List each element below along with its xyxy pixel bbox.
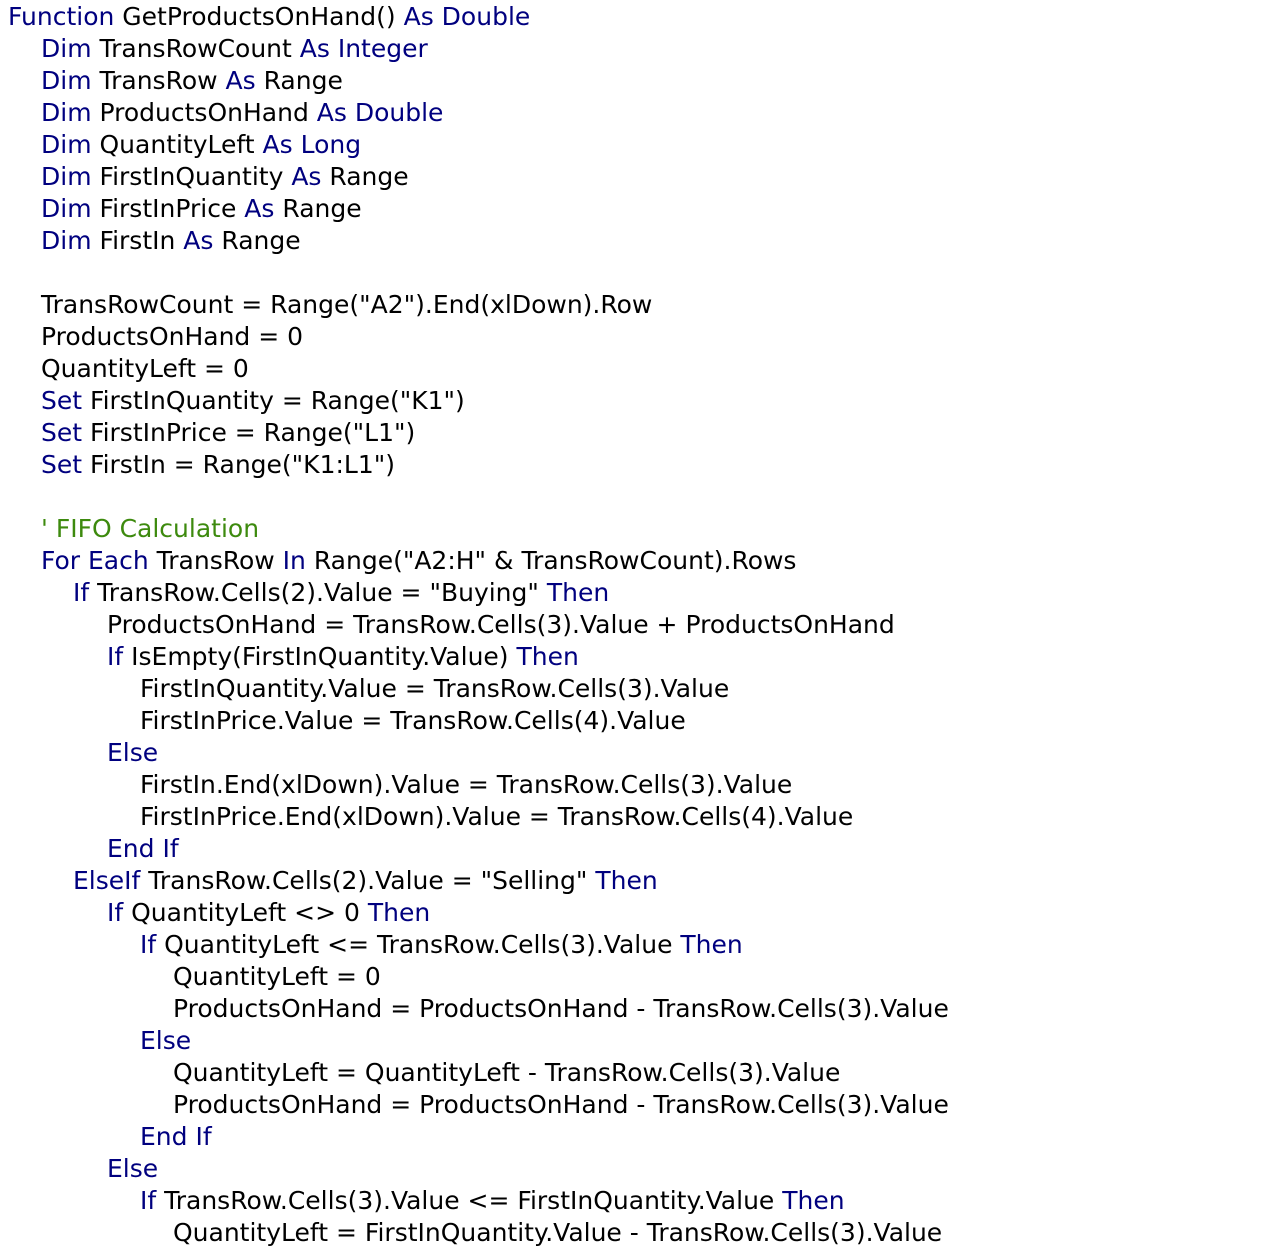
code-line [8,704,1280,736]
code-text: IsEmpty(FirstInQuantity.Value) [123,642,517,671]
code-text: Range [213,226,301,255]
code-text: QuantityLeft = QuantityLeft - TransRow.Cells(3).Value [173,1058,841,1087]
code-text: ProductsOnHand = 0 [41,322,304,351]
code-text: QuantityLeft = 0 [173,962,381,991]
code-keyword: Then [516,642,579,671]
code-line [8,1120,1280,1152]
code-text: FirstInQuantity.Value = TransRow.Cells(3).Value [140,674,730,703]
code-text: FirstInPrice.Value = TransRow.Cells(4).Value [140,706,686,735]
code-line [8,672,1280,704]
code-text: Range [321,162,409,191]
code-text: FirstInPrice [91,194,245,223]
code-editor[interactable] [8,0,1280,1256]
code-keyword: ElseIf [73,866,141,895]
code-line [8,640,1280,672]
code-line [8,160,1280,192]
code-line [8,1088,1280,1120]
code-text: ProductsOnHand = ProductsOnHand - TransRow.Cells(3).Value [173,1090,949,1119]
code-line [8,192,1280,224]
code-text: ProductsOnHand [91,98,317,127]
code-keyword: Dim [41,98,92,127]
code-line [8,128,1280,160]
code-line [8,320,1280,352]
code-text: Range [274,194,362,223]
code-keyword: Function [8,2,115,31]
code-line [8,384,1280,416]
code-keyword: If [73,578,90,607]
code-text: QuantityLeft = 0 [41,354,249,383]
code-keyword: Then [367,898,431,927]
code-text: TransRow [148,546,283,575]
code-keyword: As [225,66,256,95]
code-line [8,928,1280,960]
code-keyword: If [107,642,124,671]
code-line [8,1216,1280,1248]
code-line [8,224,1280,256]
code-line [8,800,1280,832]
code-keyword: As [244,194,275,223]
code-keyword: Then [680,930,743,959]
code-keyword: End If [107,834,179,863]
code-text: ProductsOnHand = TransRow.Cells(3).Value + ProductsOnHand [107,610,895,639]
code-line [8,416,1280,448]
code-keyword: If [140,1186,157,1215]
code-keyword: As Double [316,98,444,127]
code-line [8,736,1280,768]
code-keyword: As Integer [299,34,428,63]
code-line [8,1056,1280,1088]
code-keyword: For Each [41,546,149,575]
code-text: Range [255,66,343,95]
code-keyword: Dim [41,162,92,191]
code-text: ProductsOnHand = ProductsOnHand - TransRow.Cells(3).Value [173,994,949,1023]
code-text: FirstIn.End(xlDown).Value = TransRow.Cells(3).Value [140,770,793,799]
code-text: FirstIn = Range("K1:L1") [82,450,395,479]
code-line [8,0,1280,32]
code-text: TransRowCount = Range("A2").End(xlDown).Row [41,290,653,319]
code-text: Range("A2:H" & TransRowCount).Rows [305,546,797,575]
code-keyword: Dim [41,226,92,255]
code-keyword: As [291,162,322,191]
code-keyword: If [140,930,157,959]
code-keyword: Set [41,386,83,415]
code-keyword: If [107,898,124,927]
code-line [8,64,1280,96]
code-line [8,256,1280,288]
code-line [8,576,1280,608]
code-line [8,448,1280,480]
code-text: QuantityLeft [91,130,263,159]
code-text: FirstInQuantity = Range("K1") [82,386,465,415]
code-line [8,512,1280,544]
code-text: GetProductsOnHand() [114,2,404,31]
code-keyword: Else [107,738,159,767]
code-keyword: Then [546,578,610,607]
code-line [8,768,1280,800]
code-line [8,832,1280,864]
code-text: TransRow.Cells(3).Value <= FirstInQuantity.Value [156,1186,783,1215]
code-keyword: End If [140,1122,212,1151]
code-text: QuantityLeft = FirstInQuantity.Value - TransRow.Cells(3).Value [173,1218,943,1247]
code-keyword: In [282,546,306,575]
code-line [8,608,1280,640]
code-keyword: As [183,226,214,255]
code-keyword: Dim [41,194,92,223]
code-text: TransRow [91,66,226,95]
code-text: FirstInQuantity [91,162,292,191]
code-text: QuantityLeft <> 0 [123,898,368,927]
code-line [8,1184,1280,1216]
code-line [8,864,1280,896]
code-text: FirstIn [91,226,184,255]
code-line [8,352,1280,384]
code-line [8,960,1280,992]
code-line [8,1152,1280,1184]
code-text: TransRowCount [91,34,300,63]
code-keyword: Then [782,1186,845,1215]
code-keyword: Then [595,866,658,895]
code-keyword: Else [107,1154,159,1183]
code-line [8,992,1280,1024]
code-line [8,96,1280,128]
code-keyword: Else [140,1026,192,1055]
code-keyword: Set [41,418,83,447]
code-text: QuantityLeft <= TransRow.Cells(3).Value [156,930,681,959]
code-keyword: Dim [41,66,92,95]
code-text: FirstInPrice.End(xlDown).Value = TransRow.Cells(4).Value [140,802,854,831]
code-text: TransRow.Cells(2).Value = "Selling" [140,866,596,895]
code-keyword: Dim [41,130,92,159]
code-line [8,480,1280,512]
code-line [8,32,1280,64]
code-keyword: As Double [403,2,531,31]
code-line [8,1024,1280,1056]
code-keyword: As Long [262,130,362,159]
code-text: TransRow.Cells(2).Value = "Buying" [89,578,547,607]
code-comment: ' FIFO Calculation [41,514,260,543]
code-text: FirstInPrice = Range("L1") [82,418,416,447]
code-line [8,288,1280,320]
code-keyword: Set [41,450,83,479]
code-line [8,544,1280,576]
code-keyword: Dim [41,34,92,63]
code-line [8,896,1280,928]
